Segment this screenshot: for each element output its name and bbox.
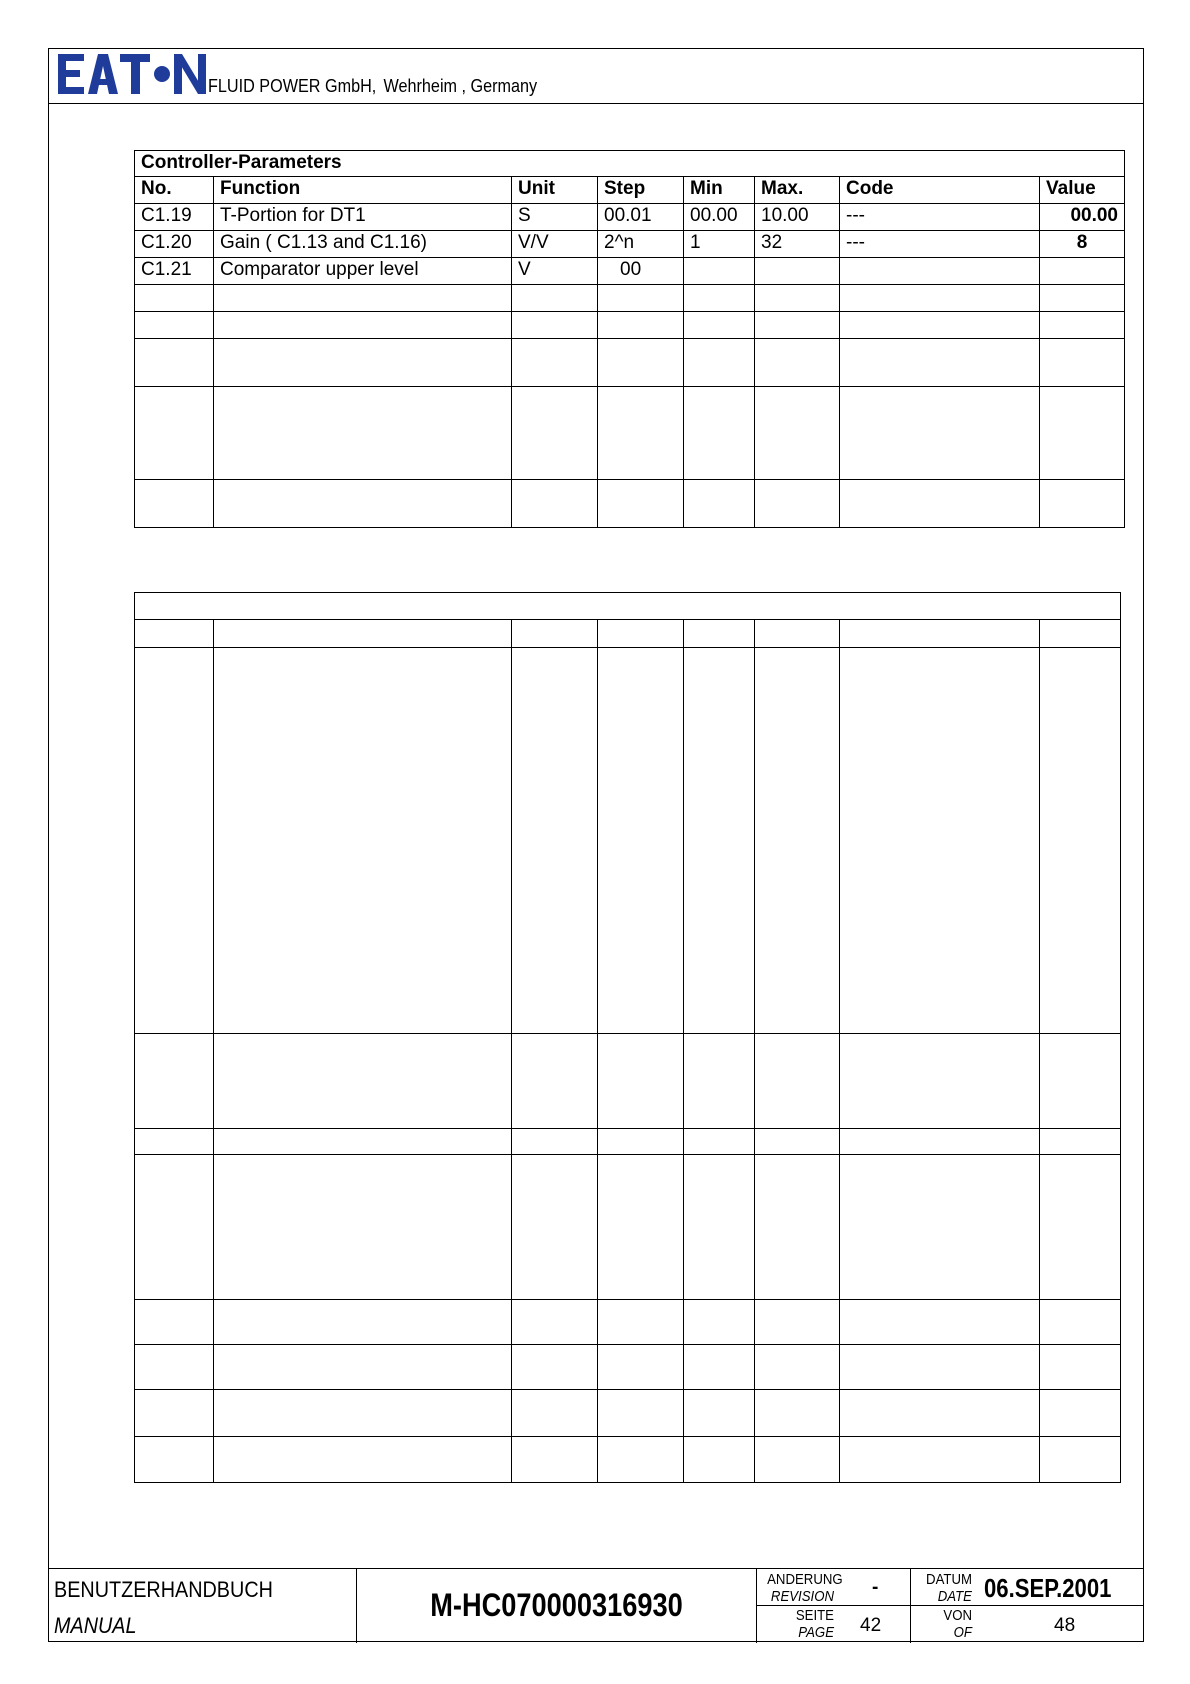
table-row-empty bbox=[135, 339, 1125, 387]
table-row-empty bbox=[135, 387, 1125, 480]
col-header: Value bbox=[1040, 177, 1125, 204]
table-row-empty bbox=[135, 1129, 1121, 1155]
cell-max: 10.00 bbox=[755, 204, 840, 231]
empty-parameters-table bbox=[134, 592, 1121, 1483]
table-row-empty bbox=[135, 1390, 1121, 1437]
company-line bbox=[208, 76, 537, 97]
eaton-logo bbox=[58, 52, 206, 96]
cell-value: 00.00 bbox=[1040, 204, 1125, 231]
cell-max bbox=[755, 258, 840, 285]
cell-unit: V bbox=[512, 258, 598, 285]
table-header-row bbox=[135, 620, 1121, 648]
date-value: 06.SEP.2001 bbox=[984, 1573, 1112, 1603]
controller-parameters-table bbox=[134, 150, 1125, 528]
document-number: M-HC070000316930 bbox=[430, 1587, 683, 1623]
of-value: 48 bbox=[1054, 1615, 1076, 1636]
cell-unit: S bbox=[512, 204, 598, 231]
cell-unit: V/V bbox=[512, 231, 598, 258]
revision-value: - bbox=[872, 1577, 879, 1598]
of-label-block bbox=[912, 1607, 972, 1641]
divider bbox=[910, 1569, 911, 1643]
table-row bbox=[135, 204, 1125, 231]
date-label-block bbox=[912, 1571, 972, 1605]
cell-min bbox=[684, 258, 755, 285]
table-row-empty bbox=[135, 1300, 1121, 1345]
cell-value: 8 bbox=[1040, 231, 1125, 258]
table-row bbox=[135, 231, 1125, 258]
cell-no: C1.21 bbox=[135, 258, 214, 285]
date-label-en: DATE bbox=[937, 1588, 972, 1605]
table-row-empty bbox=[135, 1345, 1121, 1390]
table-row-empty bbox=[135, 1437, 1121, 1483]
title-block bbox=[48, 1568, 1144, 1642]
cell-step: 00 bbox=[598, 258, 684, 285]
cell-function: T-Portion for DT1 bbox=[214, 204, 512, 231]
table-row-empty bbox=[135, 285, 1125, 312]
manual-title-en: MANUAL bbox=[54, 1613, 137, 1638]
cell-step: 00.01 bbox=[598, 204, 684, 231]
table-header-row bbox=[135, 177, 1125, 204]
col-header: Step bbox=[598, 177, 684, 204]
cell-step: 2^n bbox=[598, 231, 684, 258]
of-label-en: OF bbox=[953, 1624, 972, 1641]
table-row bbox=[135, 258, 1125, 285]
page-value: 42 bbox=[860, 1615, 882, 1636]
cell-min: 00.00 bbox=[684, 204, 755, 231]
revision-label-block bbox=[758, 1571, 843, 1605]
table-row-empty bbox=[135, 480, 1125, 528]
date-label-de: DATUM bbox=[926, 1571, 972, 1588]
table-row-empty bbox=[135, 312, 1125, 339]
col-header: Max. bbox=[755, 177, 840, 204]
cell-function: Comparator upper level bbox=[214, 258, 512, 285]
cell-no: C1.20 bbox=[135, 231, 214, 258]
divider bbox=[756, 1569, 757, 1643]
page-label-en: PAGE bbox=[798, 1624, 834, 1641]
cell-no: C1.19 bbox=[135, 204, 214, 231]
cell-max: 32 bbox=[755, 231, 840, 258]
cell-min: 1 bbox=[684, 231, 755, 258]
divider bbox=[756, 1605, 1144, 1606]
revision-label-de: ANDERUNG bbox=[767, 1571, 843, 1588]
table-title-row bbox=[135, 593, 1121, 620]
cell-value bbox=[1040, 258, 1125, 285]
company-name: FLUID POWER GmbH, bbox=[208, 76, 377, 96]
col-header: No. bbox=[135, 177, 214, 204]
col-header: Min bbox=[684, 177, 755, 204]
table-row-empty bbox=[135, 1034, 1121, 1129]
page-label-block bbox=[758, 1607, 834, 1641]
revision-label-en: REVISION bbox=[770, 1588, 834, 1605]
cell-function: Gain ( C1.13 and C1.16) bbox=[214, 231, 512, 258]
table-row-empty bbox=[135, 648, 1121, 1034]
cell-code bbox=[840, 258, 1040, 285]
cell-code: --- bbox=[840, 231, 1040, 258]
table-title: Controller-Parameters bbox=[135, 151, 1125, 177]
table-row-empty bbox=[135, 1155, 1121, 1300]
company-location: Wehrheim , Germany bbox=[383, 76, 538, 96]
page-label-de: SEITE bbox=[795, 1607, 834, 1624]
doc-number-wrap bbox=[357, 1587, 756, 1624]
of-label-de: VON bbox=[943, 1607, 972, 1624]
col-header: Function bbox=[214, 177, 512, 204]
manual-title-de: BENUTZERHANDBUCH bbox=[54, 1577, 273, 1602]
cell-code: --- bbox=[840, 204, 1040, 231]
col-header: Code bbox=[840, 177, 1040, 204]
col-header: Unit bbox=[512, 177, 598, 204]
